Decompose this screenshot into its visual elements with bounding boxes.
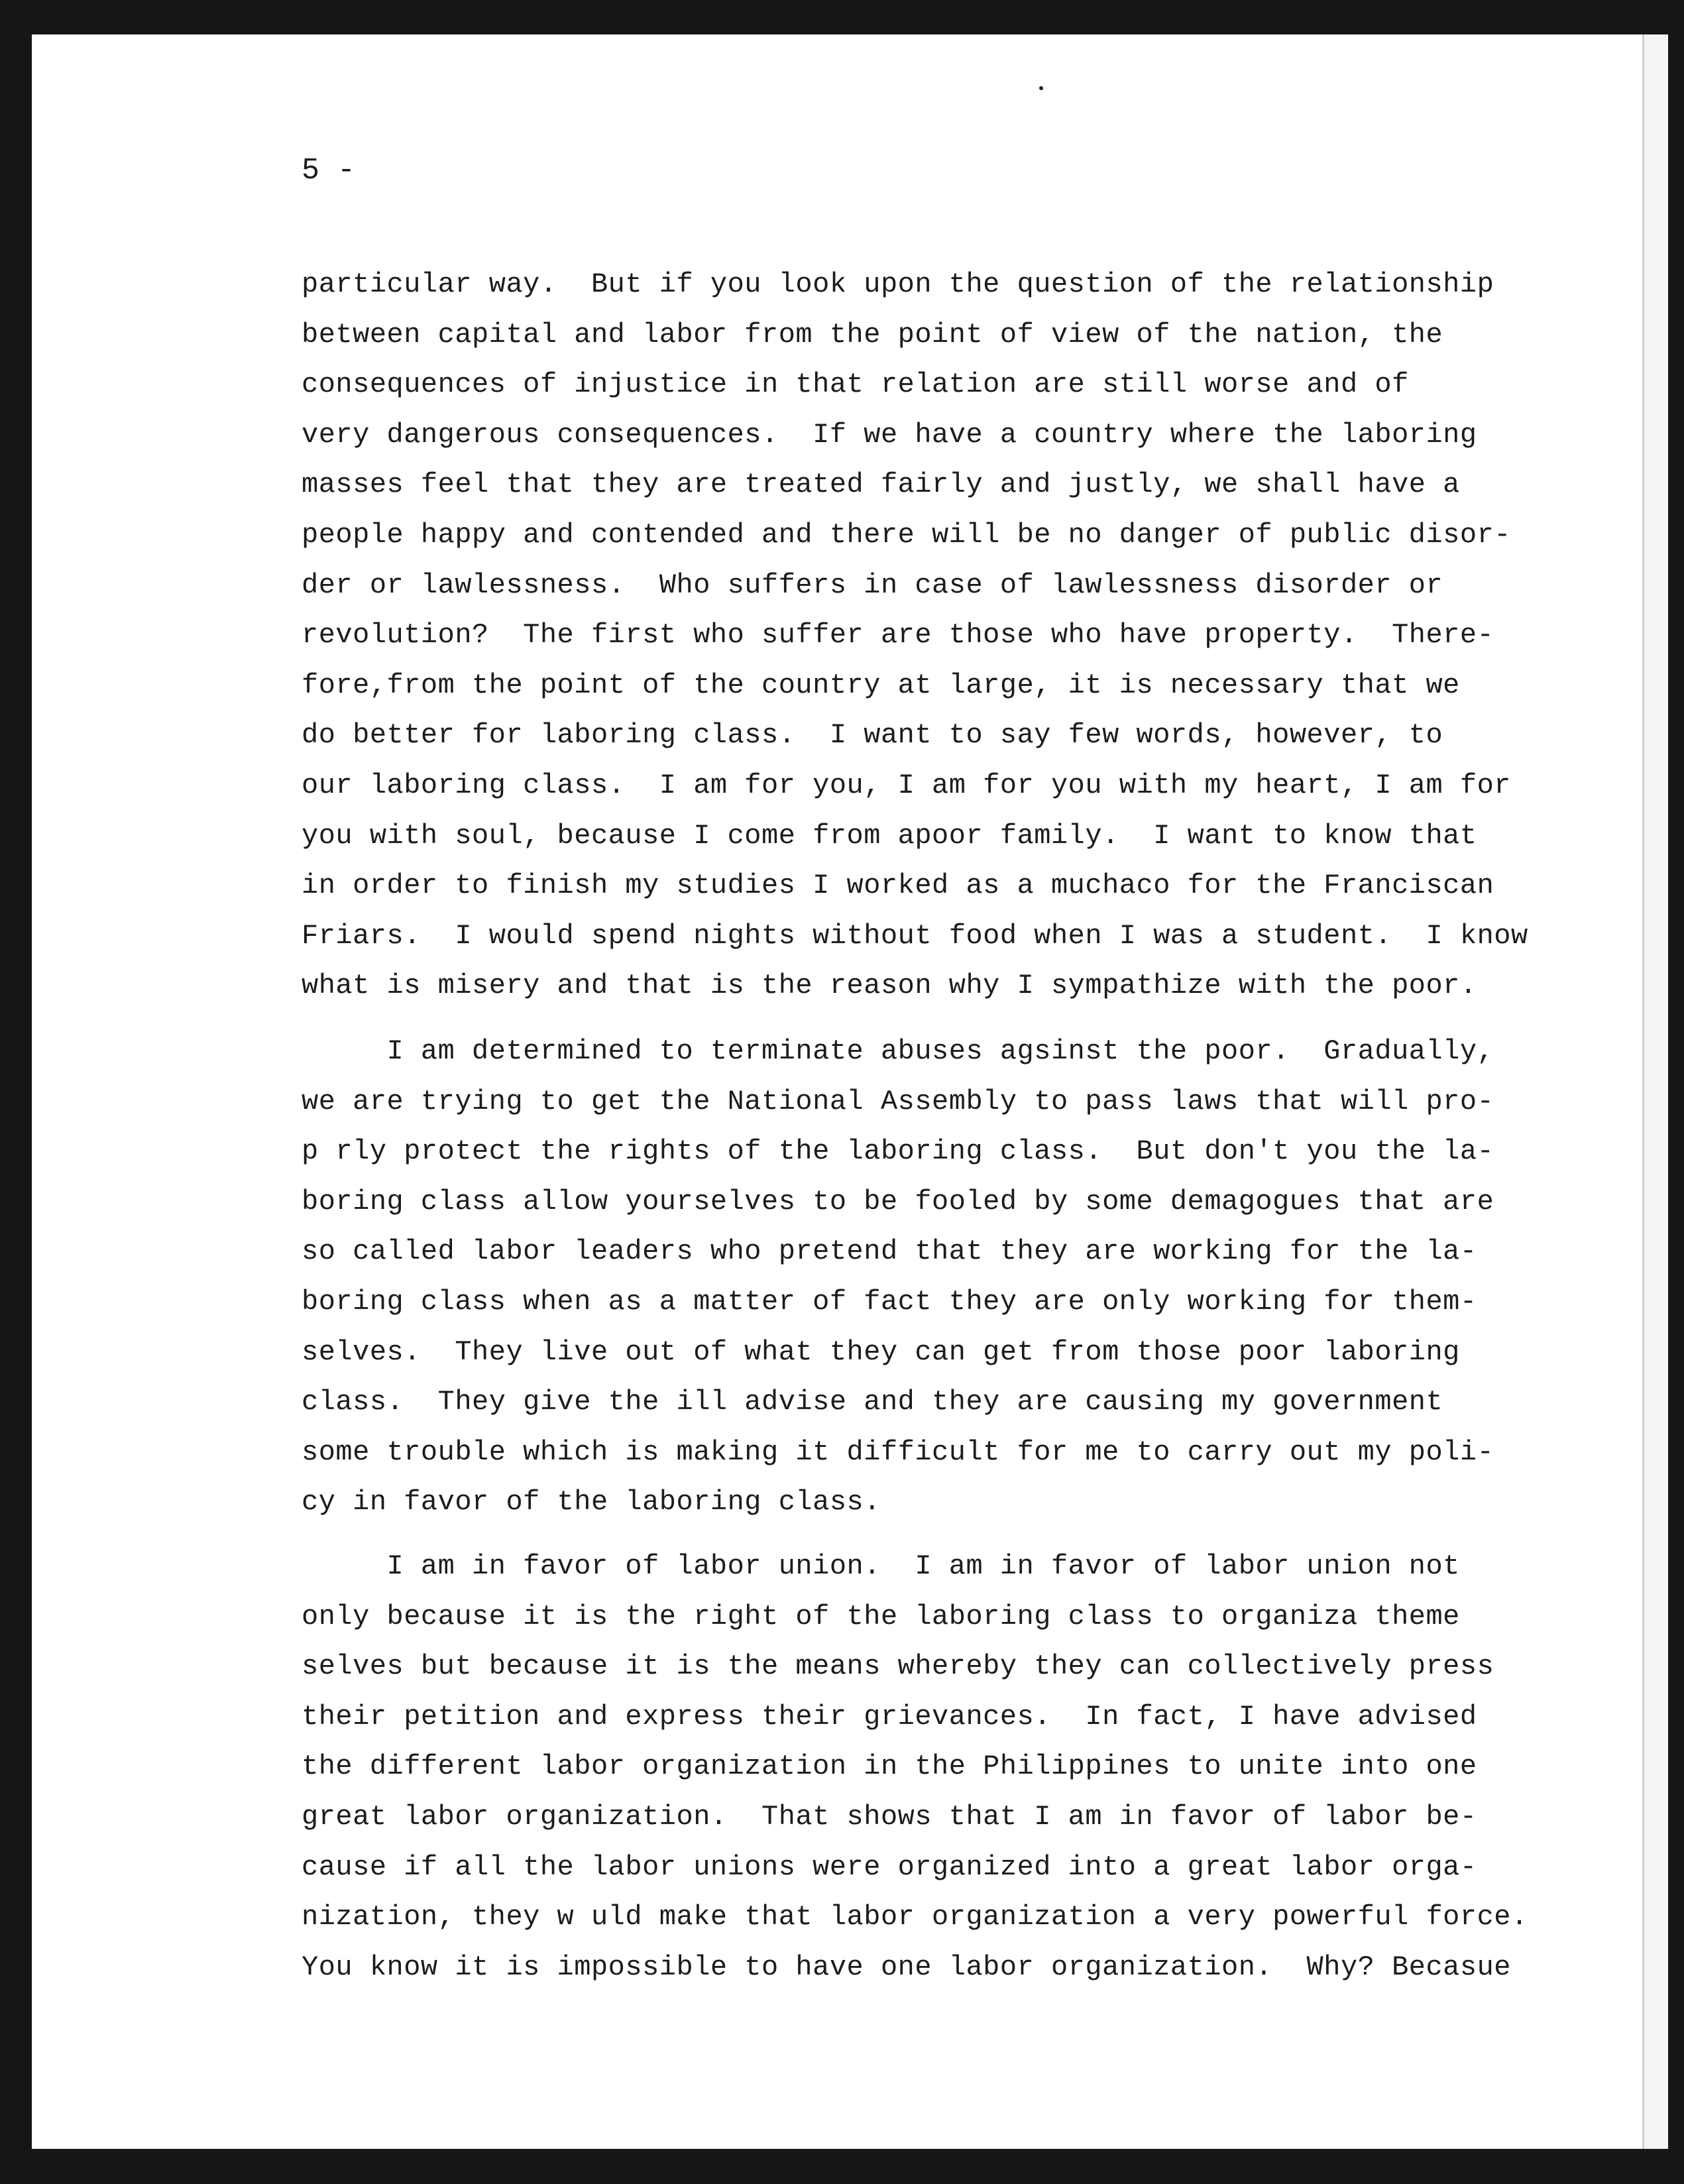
text-line: you with soul, because I come from apoor family. I want to know that bbox=[302, 819, 1477, 852]
text-line: their petition and express their grievances. In fact, I have advised bbox=[302, 1700, 1477, 1733]
text-line: great labor organization. That shows that I am in favor of labor be- bbox=[302, 1801, 1477, 1833]
text-line: revolution? The first who suffer are those who have property. There- bbox=[302, 619, 1494, 652]
text-line: class. They give the ill advise and they are causing my government bbox=[302, 1386, 1443, 1418]
text-line: what is misery and that is the reason why I sympathize with the poor. bbox=[302, 970, 1477, 1002]
text-line: consequences of injustice in that relation are still worse and of bbox=[302, 369, 1409, 401]
text-line: I am determined to terminate abuses agsinst the poor. Gradually, bbox=[302, 1035, 1494, 1067]
text-line: p rly protect the rights of the laboring class. But don't you the la- bbox=[302, 1135, 1494, 1168]
text-line: I am in favor of labor union. I am in favor of labor union not bbox=[302, 1550, 1460, 1582]
text-line: particular way. But if you look upon the question of the relationship bbox=[302, 268, 1494, 300]
page-number: 5 - bbox=[302, 154, 356, 188]
ink-speck bbox=[1039, 86, 1043, 90]
text-line: masses feel that they are treated fairly and justly, we shall have a bbox=[302, 469, 1460, 501]
text-line: our laboring class. I am for you, I am for you with my heart, I am for bbox=[302, 770, 1511, 801]
text-line: the different labor organization in the Philippines to unite into one bbox=[302, 1751, 1477, 1783]
text-line: selves but because it is the means whereby they can collectively press bbox=[302, 1650, 1494, 1683]
text-line: only because it is the right of the laboring class to organiza theme bbox=[302, 1600, 1460, 1633]
text-line: in order to finish my studies I worked as a muchaco for the Franciscan bbox=[302, 870, 1494, 902]
text-line: some trouble which is making it difficult for me to carry out my poli- bbox=[302, 1436, 1494, 1468]
text-line: do better for laboring class. I want to say few words, however, to bbox=[302, 719, 1443, 752]
text-line: very dangerous consequences. If we have a country where the laboring bbox=[302, 418, 1477, 451]
text-line: cause if all the labor unions were organized into a great labor orga- bbox=[302, 1851, 1477, 1883]
text-line: You know it is impossible to have one labor organization. Why? Becasue bbox=[302, 1951, 1511, 1983]
text-line: nization, they w uld make that labor organization a very powerful force. bbox=[302, 1901, 1528, 1933]
text-line: der or lawlessness. Who suffers in case of lawlessness disorder or bbox=[302, 569, 1443, 601]
text-line: so called labor leaders who pretend that they are working for the la- bbox=[302, 1236, 1477, 1268]
page-right-edge bbox=[1642, 34, 1668, 2149]
text-line: selves. They live out of what they can get from those poor laboring bbox=[302, 1336, 1460, 1368]
text-line: Friars. I would spend nights without food when I was a student. I know bbox=[302, 919, 1528, 952]
text-line: fore,from the point of the country at large, it is necessary that we bbox=[302, 669, 1460, 701]
text-line: cy in favor of the laboring class. bbox=[302, 1486, 881, 1519]
text-line: we are trying to get the National Assembly to pass laws that will pro- bbox=[302, 1085, 1494, 1118]
text-line: people happy and contended and there will be no danger of public disor- bbox=[302, 519, 1511, 551]
text-line: boring class allow yourselves to be fooled by some demagogues that are bbox=[302, 1185, 1494, 1218]
text-line: between capital and labor from the point of view of the nation, the bbox=[302, 318, 1443, 351]
text-line: boring class when as a matter of fact they are only working for them- bbox=[302, 1286, 1477, 1318]
